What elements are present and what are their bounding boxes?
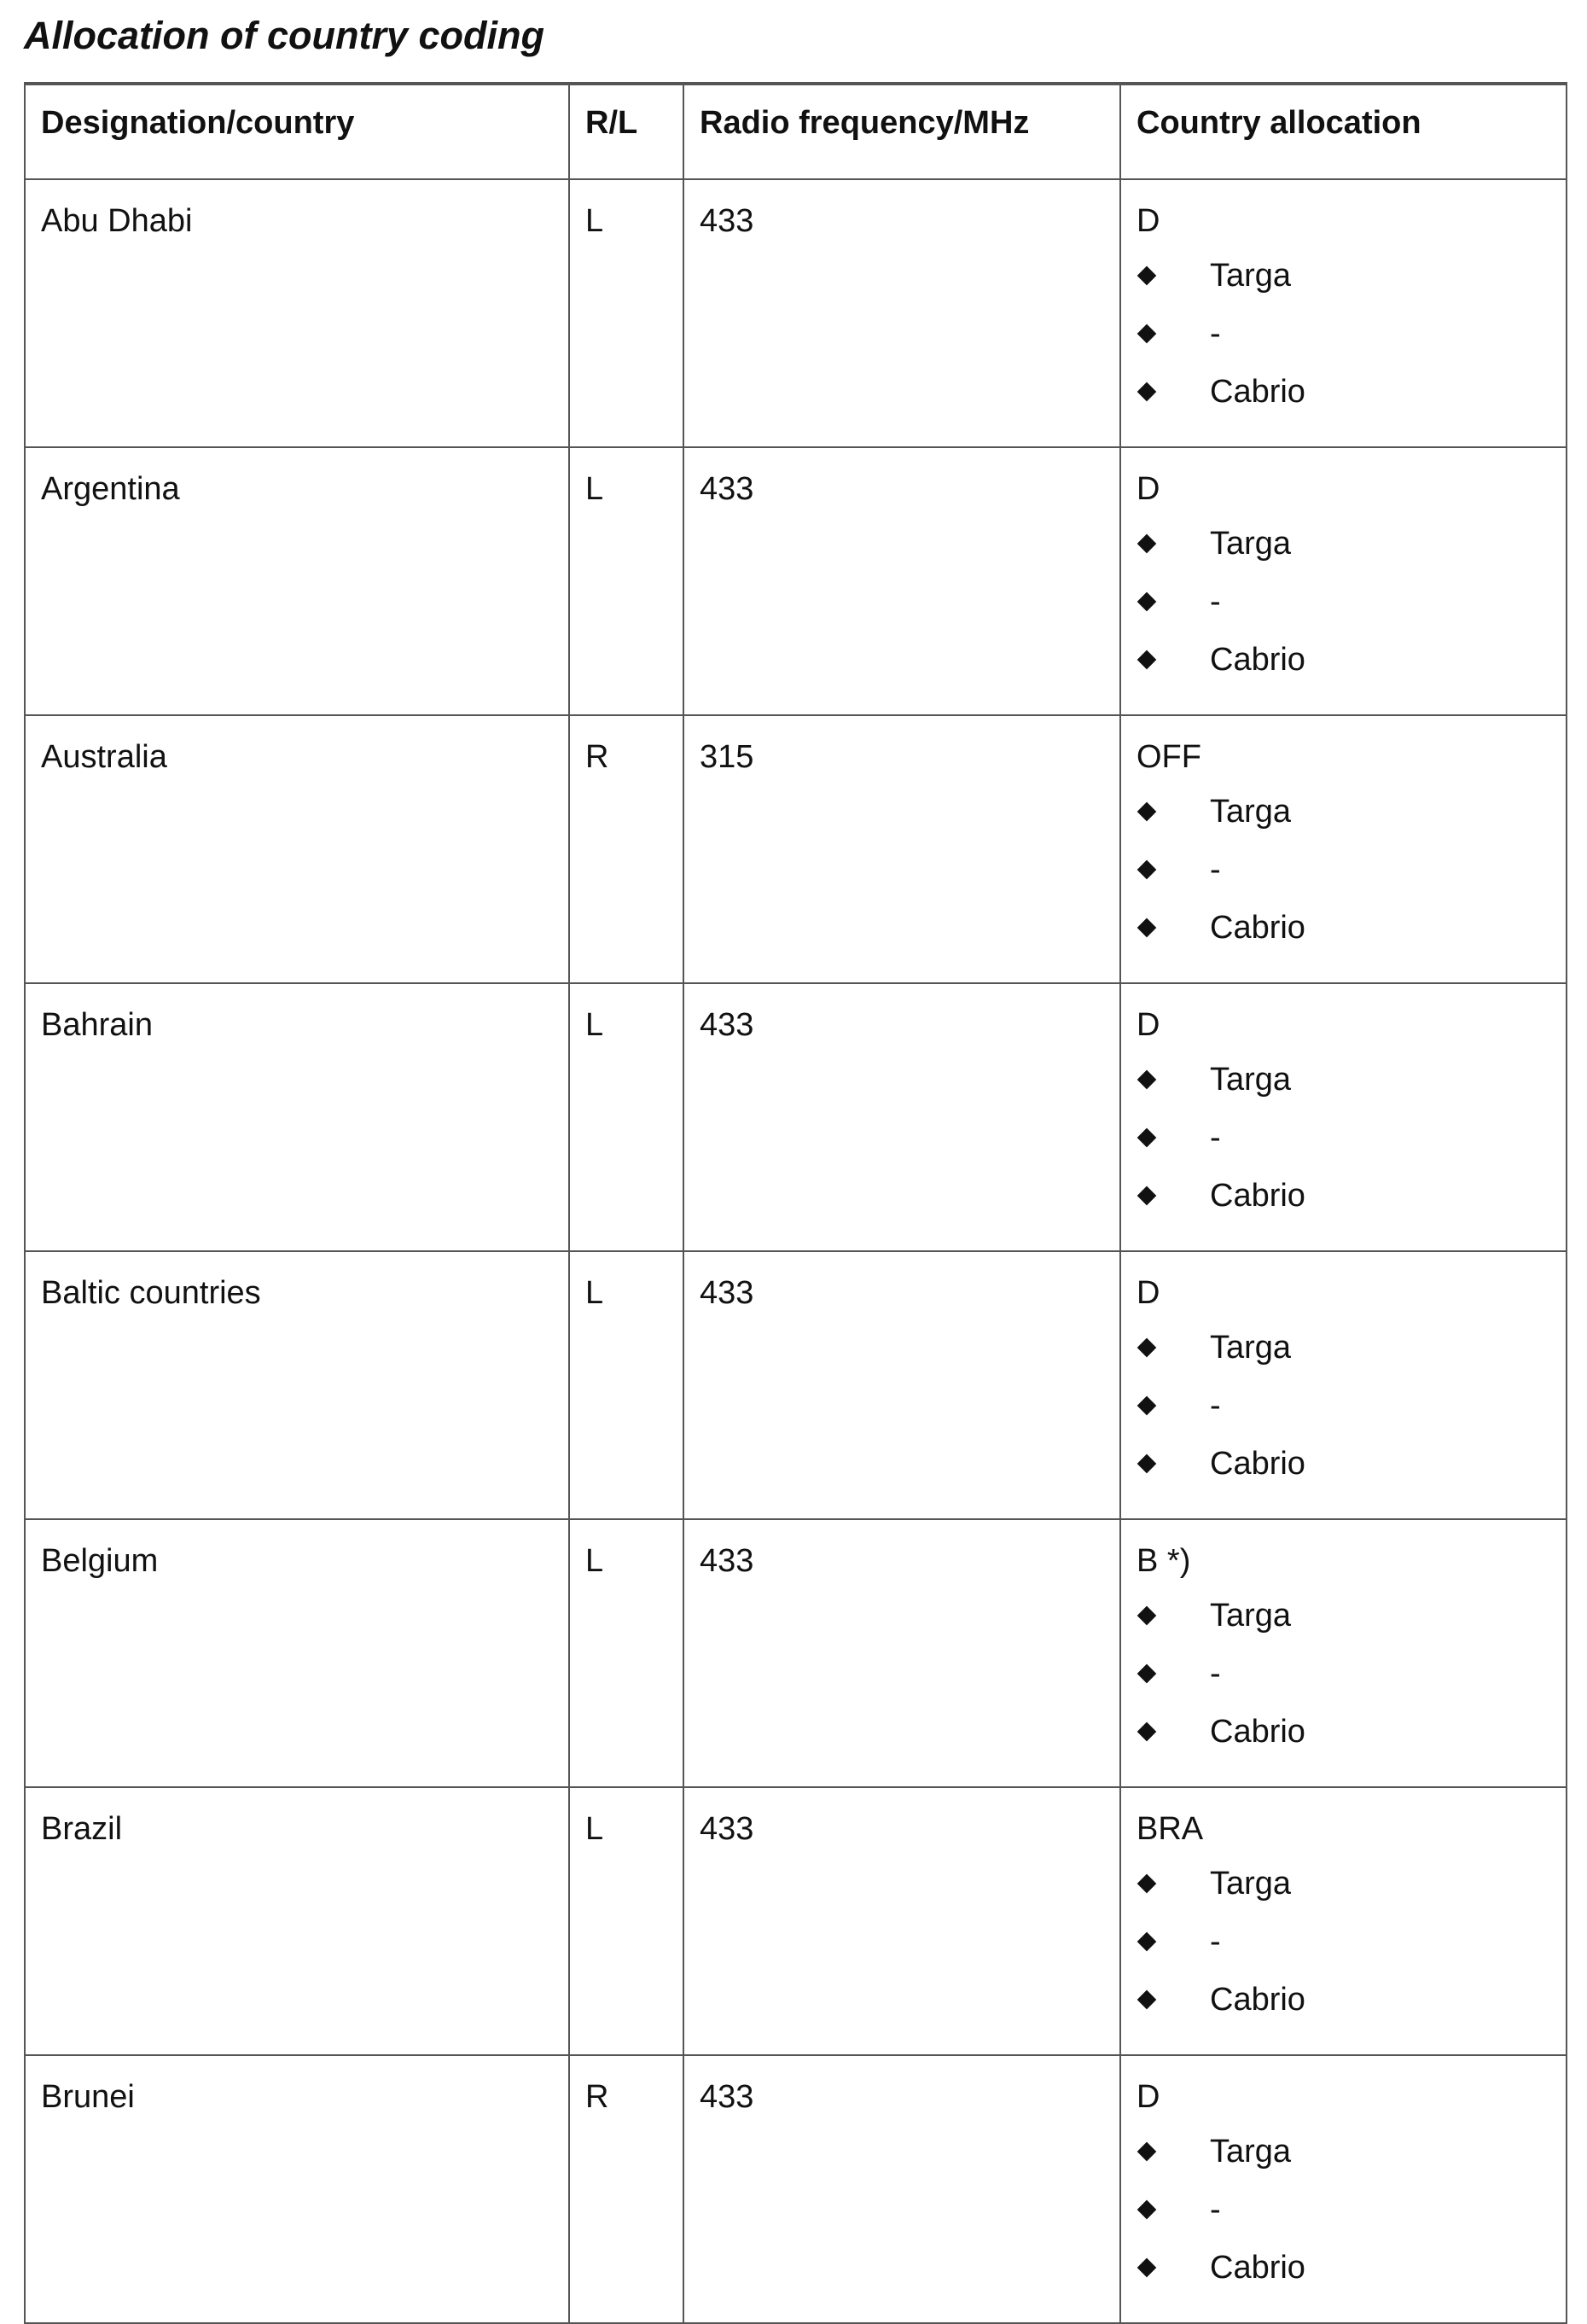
diamond-bullet-icon xyxy=(1137,324,1157,344)
country-cell: Bahrain xyxy=(25,983,569,1251)
allocation-list-item xyxy=(1136,1855,1550,1913)
table-row xyxy=(25,1251,1567,1519)
allocation-list-item xyxy=(1136,305,1550,363)
allocation-item-text: Cabrio xyxy=(1210,1714,1305,1750)
country-cell: Belgium xyxy=(25,1519,569,1787)
diamond-bullet-icon xyxy=(1137,1606,1157,1626)
allocation-code: BRA xyxy=(1136,1811,1204,1847)
table-row xyxy=(25,715,1567,983)
diamond-bullet-icon xyxy=(1137,266,1157,286)
allocation-item-text: Targa xyxy=(1210,258,1292,294)
frequency-cell: 433 xyxy=(683,983,1120,1251)
allocation-list xyxy=(1136,1319,1550,1493)
frequency-cell: 315 xyxy=(683,715,1120,983)
country-cell: Australia xyxy=(25,715,569,983)
allocation-cell xyxy=(1120,983,1567,1251)
allocation-cell xyxy=(1120,2055,1567,2323)
allocation-item-text: Targa xyxy=(1210,794,1292,830)
rl-cell: L xyxy=(569,447,683,715)
allocation-list xyxy=(1136,2123,1550,2297)
diamond-bullet-icon xyxy=(1137,1128,1157,1148)
diamond-bullet-icon xyxy=(1137,382,1157,402)
allocation-list-item xyxy=(1136,1645,1550,1703)
country-cell: Argentina xyxy=(25,447,569,715)
allocation-item-text: Cabrio xyxy=(1210,1982,1305,2018)
allocation-item-text: Targa xyxy=(1210,1598,1292,1634)
allocation-list-item xyxy=(1136,1703,1550,1761)
allocation-list-item xyxy=(1136,1167,1550,1225)
allocation-list-item xyxy=(1136,2239,1550,2297)
allocation-cell xyxy=(1120,447,1567,715)
table-header-row xyxy=(25,84,1567,179)
allocation-item-text: Cabrio xyxy=(1210,1446,1305,1482)
diamond-bullet-icon xyxy=(1137,650,1157,670)
diamond-bullet-icon xyxy=(1137,1396,1157,1416)
allocation-code: D xyxy=(1136,203,1160,239)
allocation-cell xyxy=(1120,1787,1567,2055)
allocation-item-text: - xyxy=(1210,584,1221,620)
allocation-code: D xyxy=(1136,1007,1160,1043)
allocation-item-text: Cabrio xyxy=(1210,374,1305,410)
country-cell: Abu Dhabi xyxy=(25,179,569,447)
allocation-list xyxy=(1136,247,1550,421)
allocation-list-item xyxy=(1136,515,1550,573)
diamond-bullet-icon xyxy=(1137,2142,1157,2162)
allocation-item-text: Targa xyxy=(1210,1866,1292,1902)
allocation-list-item xyxy=(1136,1913,1550,1971)
table-row xyxy=(25,179,1567,447)
allocation-item-text: - xyxy=(1210,1924,1221,1960)
allocation-list-item xyxy=(1136,1435,1550,1493)
allocation-code: OFF xyxy=(1136,739,1201,775)
allocation-list-item xyxy=(1136,783,1550,841)
rl-cell: L xyxy=(569,179,683,447)
table-row xyxy=(25,447,1567,715)
rl-cell: L xyxy=(569,983,683,1251)
rl-cell: L xyxy=(569,1251,683,1519)
diamond-bullet-icon xyxy=(1137,1070,1157,1090)
allocation-list xyxy=(1136,1051,1550,1225)
diamond-bullet-icon xyxy=(1137,1664,1157,1684)
frequency-cell: 433 xyxy=(683,179,1120,447)
allocation-item-text: - xyxy=(1210,1388,1221,1424)
rl-cell: L xyxy=(569,1787,683,2055)
allocation-list xyxy=(1136,1587,1550,1761)
allocation-item-text: - xyxy=(1210,852,1221,888)
allocation-item-text: - xyxy=(1210,316,1221,352)
diamond-bullet-icon xyxy=(1137,1932,1157,1952)
allocation-list xyxy=(1136,1855,1550,2029)
allocation-code: D xyxy=(1136,471,1160,507)
allocation-list xyxy=(1136,515,1550,689)
allocation-list-item xyxy=(1136,1319,1550,1377)
allocation-item-text: - xyxy=(1210,1656,1221,1692)
rl-cell: R xyxy=(569,715,683,983)
diamond-bullet-icon xyxy=(1137,802,1157,822)
column-header-allocation: Country allocation xyxy=(1120,84,1567,179)
allocation-list-item xyxy=(1136,573,1550,631)
diamond-bullet-icon xyxy=(1137,2258,1157,2278)
diamond-bullet-icon xyxy=(1137,1454,1157,1474)
allocation-list-item xyxy=(1136,631,1550,689)
allocation-item-text: Cabrio xyxy=(1210,910,1305,946)
country-coding-table xyxy=(24,82,1567,2324)
frequency-cell: 433 xyxy=(683,2055,1120,2323)
allocation-code: D xyxy=(1136,1275,1160,1311)
allocation-cell xyxy=(1120,1519,1567,1787)
diamond-bullet-icon xyxy=(1137,1338,1157,1358)
diamond-bullet-icon xyxy=(1137,2200,1157,2220)
allocation-list-item xyxy=(1136,899,1550,957)
allocation-code: D xyxy=(1136,2079,1160,2115)
allocation-list-item xyxy=(1136,363,1550,421)
diamond-bullet-icon xyxy=(1137,918,1157,938)
country-cell: Baltic countries xyxy=(25,1251,569,1519)
allocation-item-text: - xyxy=(1210,2192,1221,2228)
allocation-cell xyxy=(1120,1251,1567,1519)
allocation-list xyxy=(1136,783,1550,957)
allocation-list-item xyxy=(1136,1587,1550,1645)
allocation-list-item xyxy=(1136,2181,1550,2239)
diamond-bullet-icon xyxy=(1137,1186,1157,1206)
diamond-bullet-icon xyxy=(1137,1874,1157,1894)
country-cell: Brunei xyxy=(25,2055,569,2323)
frequency-cell: 433 xyxy=(683,1787,1120,2055)
diamond-bullet-icon xyxy=(1137,534,1157,554)
table-row xyxy=(25,983,1567,1251)
allocation-list-item xyxy=(1136,841,1550,899)
frequency-cell: 433 xyxy=(683,447,1120,715)
table-row xyxy=(25,1787,1567,2055)
frequency-cell: 433 xyxy=(683,1251,1120,1519)
allocation-item-text: Cabrio xyxy=(1210,2250,1305,2286)
allocation-item-text: Targa xyxy=(1210,2134,1292,2170)
document-title: Allocation of country coding xyxy=(24,14,544,57)
allocation-list-item xyxy=(1136,1109,1550,1167)
allocation-list-item xyxy=(1136,1971,1550,2029)
allocation-item-text: Cabrio xyxy=(1210,642,1305,678)
country-cell: Brazil xyxy=(25,1787,569,2055)
allocation-cell xyxy=(1120,179,1567,447)
allocation-cell xyxy=(1120,715,1567,983)
diamond-bullet-icon xyxy=(1137,860,1157,880)
table-body xyxy=(25,179,1567,2323)
diamond-bullet-icon xyxy=(1137,1722,1157,1742)
allocation-item-text: - xyxy=(1210,1120,1221,1156)
column-header-country: Designation/country xyxy=(25,84,569,179)
allocation-list-item xyxy=(1136,247,1550,305)
rl-cell: L xyxy=(569,1519,683,1787)
allocation-item-text: Targa xyxy=(1210,1062,1292,1098)
column-header-frequency: Radio frequency/MHz xyxy=(683,84,1120,179)
allocation-code: B *) xyxy=(1136,1543,1191,1579)
table-row xyxy=(25,2055,1567,2323)
rl-cell: R xyxy=(569,2055,683,2323)
diamond-bullet-icon xyxy=(1137,592,1157,612)
allocation-list-item xyxy=(1136,2123,1550,2181)
allocation-item-text: Targa xyxy=(1210,526,1292,562)
table-row xyxy=(25,1519,1567,1787)
diamond-bullet-icon xyxy=(1137,1990,1157,2010)
allocation-item-text: Cabrio xyxy=(1210,1178,1305,1214)
allocation-list-item xyxy=(1136,1051,1550,1109)
allocation-list-item xyxy=(1136,1377,1550,1435)
column-header-rl: R/L xyxy=(569,84,683,179)
allocation-item-text: Targa xyxy=(1210,1330,1292,1366)
frequency-cell: 433 xyxy=(683,1519,1120,1787)
